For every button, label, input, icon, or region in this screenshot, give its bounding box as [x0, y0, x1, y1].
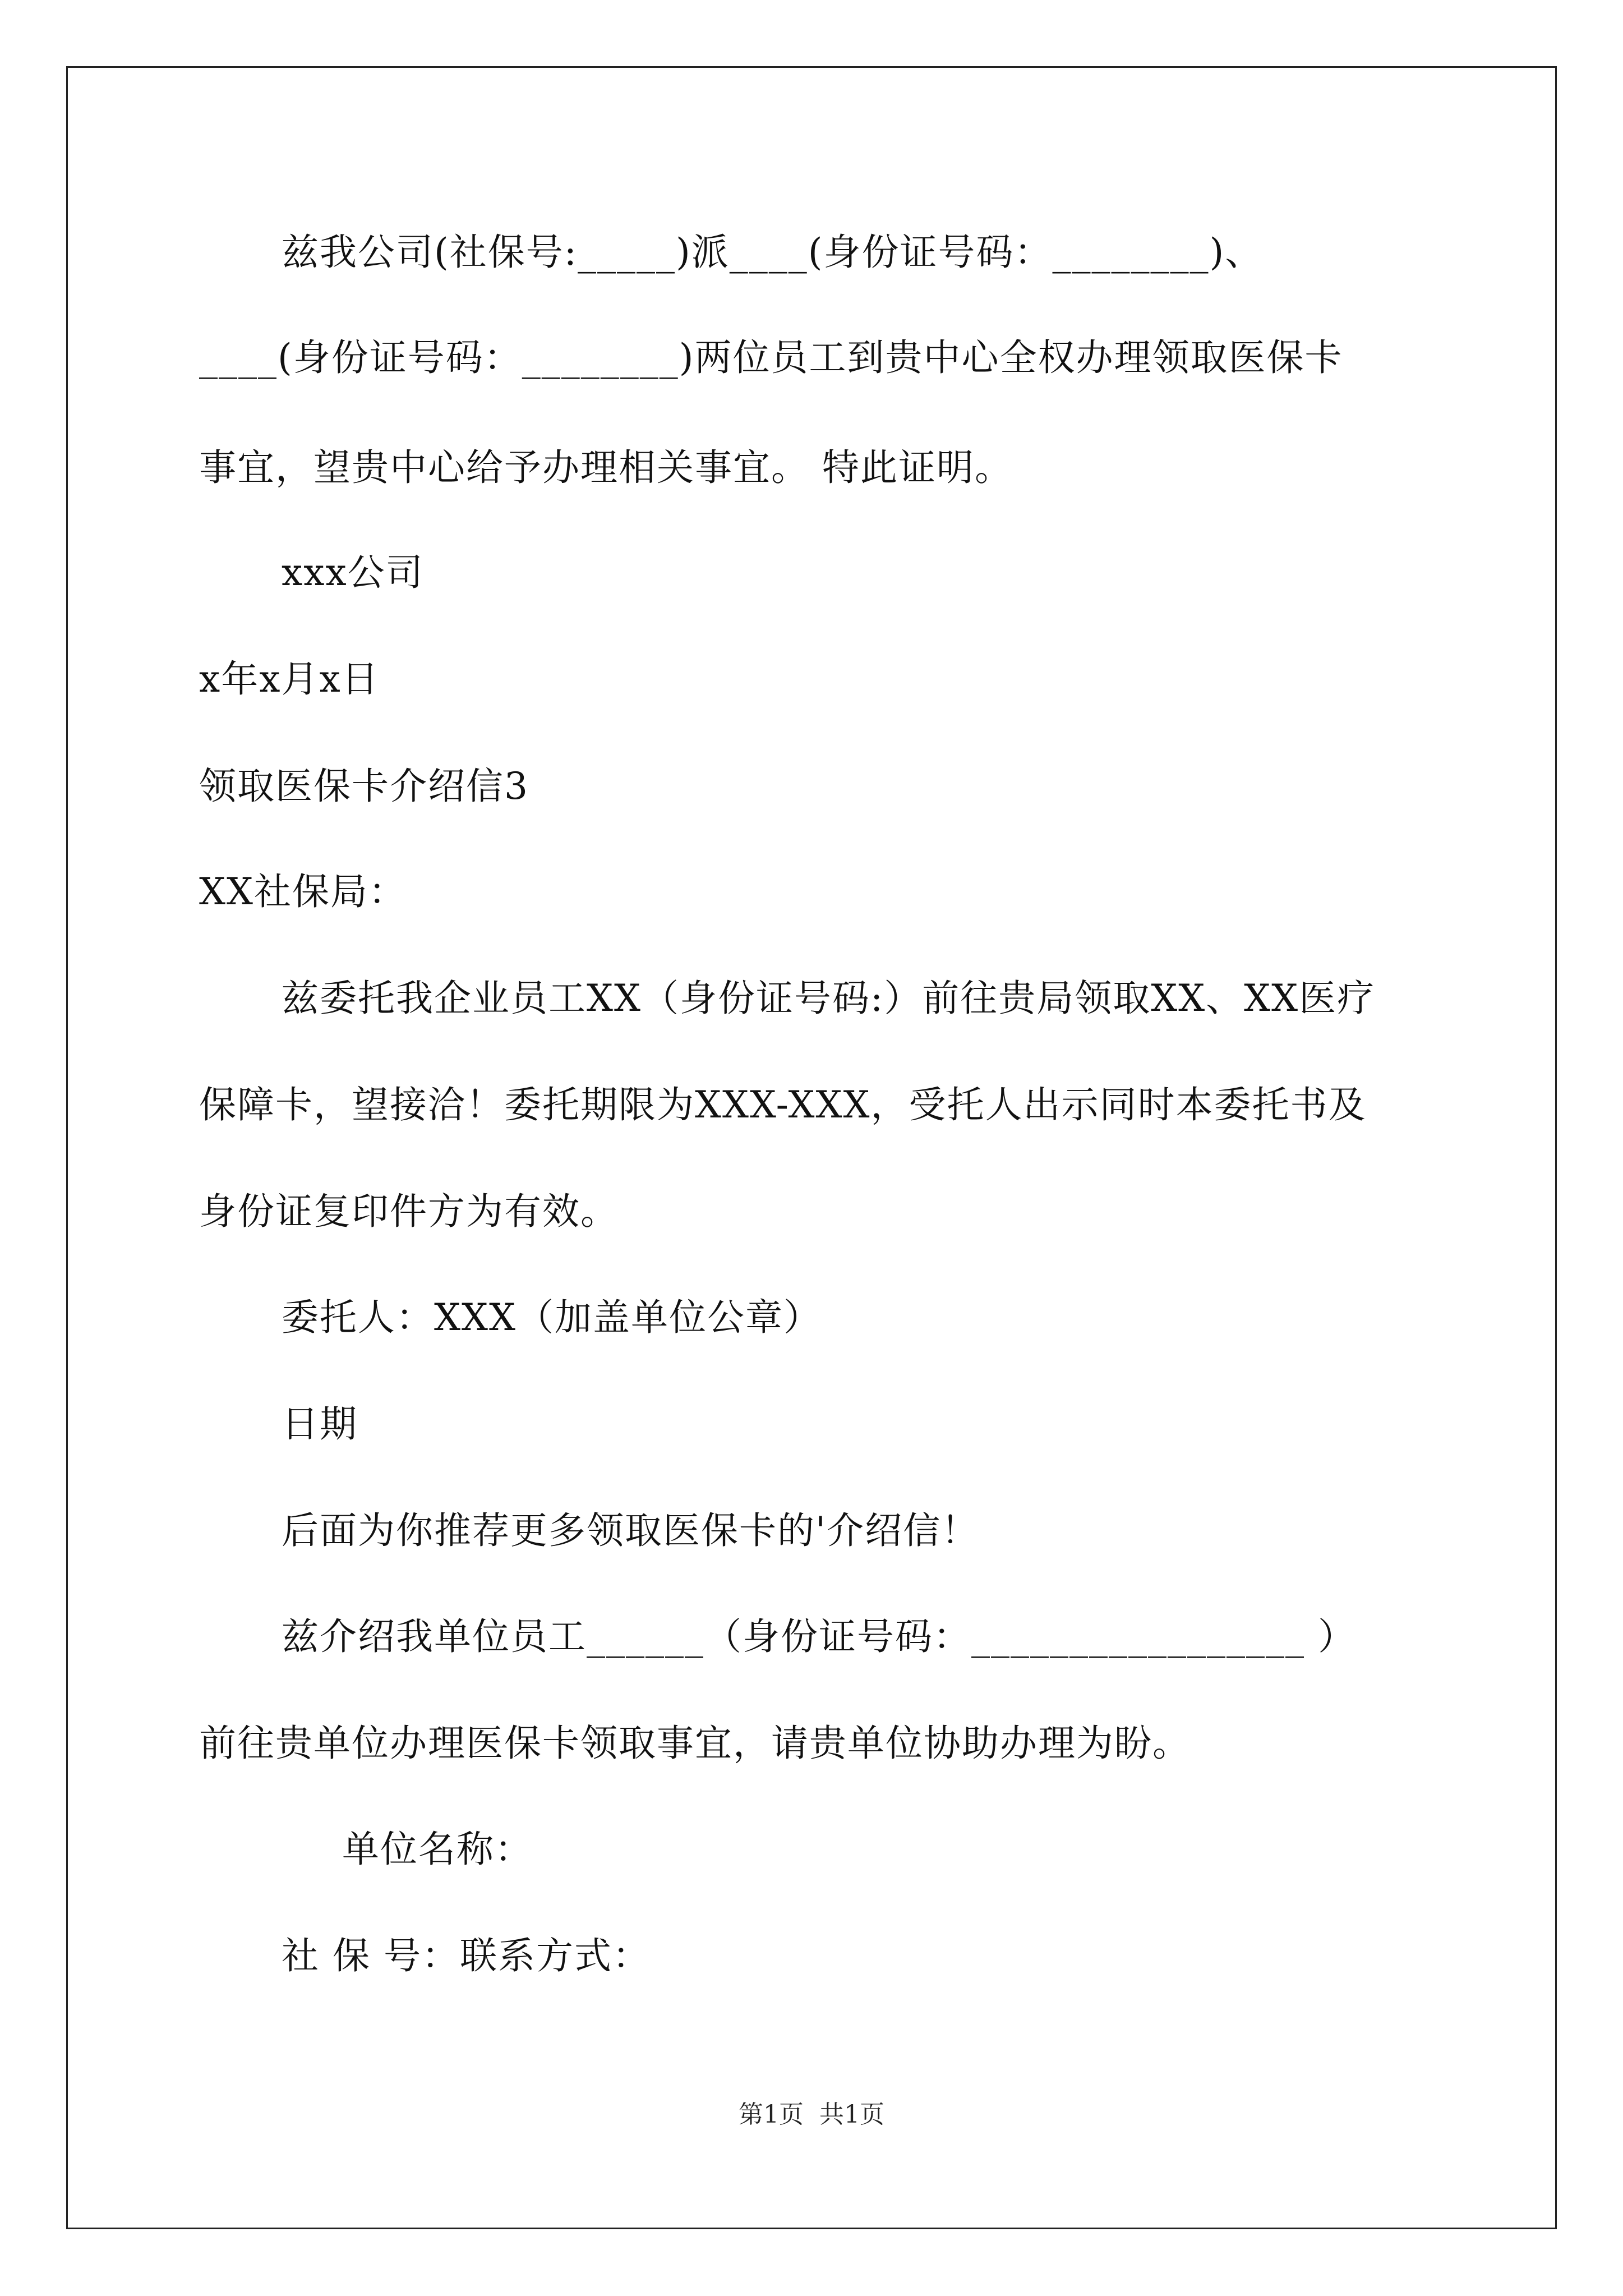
date-line: x年x月x日 — [199, 657, 380, 701]
paragraph-line: 兹我公司(社保号:_____)派____(身份证号码：________)、 — [282, 231, 1264, 274]
section-title: 领取医保卡介绍信3 — [199, 765, 529, 808]
paragraph-line: ____(身份证号码：________)两位员工到贵中心全权办理领取医保卡 — [199, 336, 1343, 379]
company-name: xxx公司 — [282, 551, 424, 594]
date-label: 日期 — [282, 1402, 358, 1446]
page-footer — [0, 2099, 1623, 2131]
recommendation-line: 后面为你推荐更多领取医保卡的'介绍信！ — [282, 1509, 980, 1552]
paragraph-line: 兹委托我企业员工XX（身份证号码:）前往贵局领取XX、XX医疗 — [282, 977, 1376, 1020]
paragraph-line: 前往贵单位办理医保卡领取事宜，请贵单位协助办理为盼。 — [199, 1722, 1191, 1765]
paragraph-line: 事宜，望贵中心给予办理相关事宜。 特此证明。 — [199, 446, 1013, 489]
page-total: 共1页 — [819, 2100, 884, 2129]
unit-name-label: 单位名称： — [342, 1828, 533, 1871]
paragraph-line: 身份证复印件方为有效。 — [199, 1190, 619, 1233]
page-number: 第1页 — [739, 2100, 804, 2129]
addressee: XX社保局： — [199, 870, 407, 913]
social-security-contact-label: 社 保 号：联系方式： — [282, 1934, 651, 1977]
page-border — [66, 66, 1557, 2229]
paragraph-line: 保障卡，望接洽！委托期限为XXX-XXX，受托人出示同时本委托书及 — [199, 1083, 1367, 1126]
signer-line: 委托人：XXX（加盖单位公章） — [282, 1296, 822, 1339]
paragraph-line: 兹介绍我单位员工______（身份证号码：_________________ ） — [282, 1615, 1356, 1658]
